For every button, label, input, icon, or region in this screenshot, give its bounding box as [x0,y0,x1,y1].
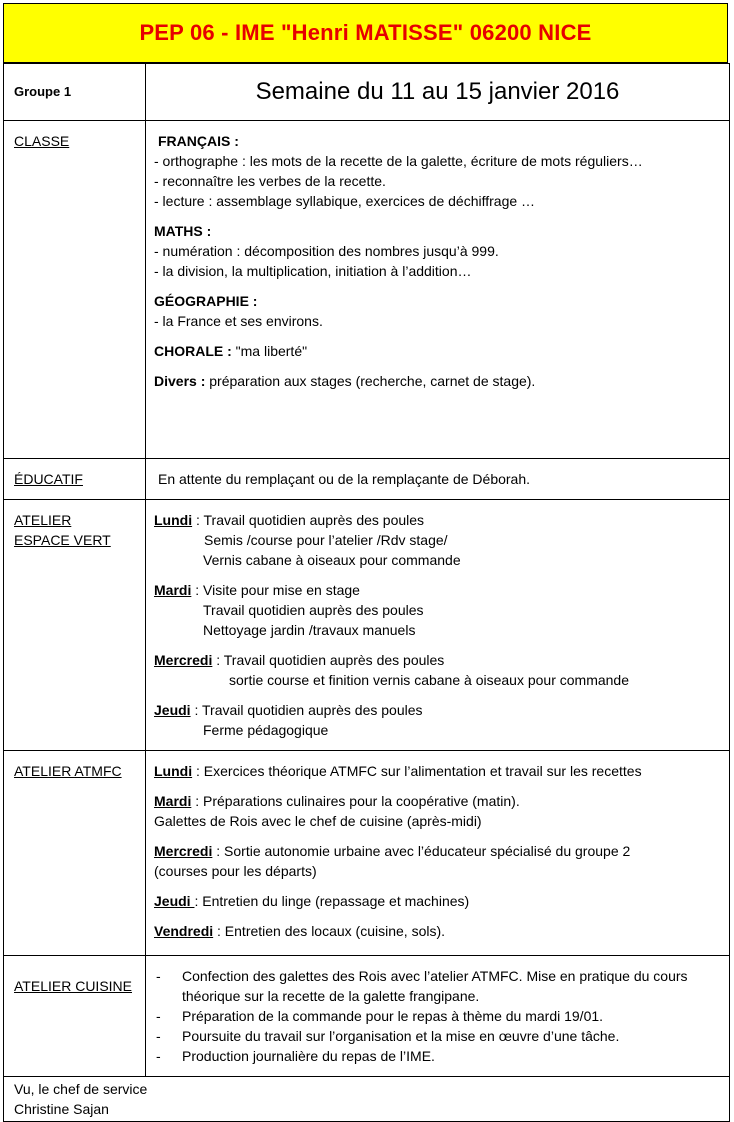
signature-cell [4,1077,730,1122]
classe-content [146,121,730,459]
cuisine-list [156,966,721,1066]
day-label: Mercredi [154,652,213,668]
espace-vert-label-cell [4,500,146,751]
week-title: Semaine du 11 au 15 janvier 2016 [146,64,730,121]
educatif-label: ÉDUCATIF [14,471,83,487]
day-label: Vendredi [154,923,214,939]
header-row [4,64,730,121]
educatif-label-cell [4,459,146,500]
cuisine-row [4,956,730,1077]
day-label: Jeudi [154,893,195,909]
signature-line-2: Christine Sajan [14,1101,109,1117]
geo-line: - la France et ses environs. [154,313,323,329]
cuisine-label-cell [4,956,146,1077]
day-text: : Entretien des locaux (cuisine, sols). [213,923,446,939]
day-text: : Sortie autonomie urbaine avec l’éducateur spécialisé du groupe 2 [212,843,631,859]
chorale-title: CHORALE : [154,343,232,359]
atmfc-content [146,751,730,956]
francais-line: - lecture : assemblage syllabique, exercices de déchiffrage … [154,193,536,209]
francais-title: FRANÇAIS : [158,133,239,149]
day-label: Lundi [154,763,193,779]
day-label: Jeudi [154,702,191,718]
classe-label-cell [4,121,146,459]
schedule-sheet [3,3,728,1122]
divers-line [154,371,729,391]
maths-title: MATHS : [154,223,212,239]
day-text: : Travail quotidien auprès des poules [212,652,445,668]
francais-line: - orthographe : les mots de la recette de la galette, écriture de mots réguliers… [154,153,643,169]
espace-vert-label-1: ATELIER [14,512,72,528]
divers-text: préparation aux stages (recherche, carnet de stage). [205,373,536,389]
day-text: : Travail quotidien auprès des poules [192,512,425,528]
task-line: Travail quotidien auprès des poules [203,602,424,618]
mardi-block [154,580,729,640]
classe-label: CLASSE [14,133,70,149]
group-label [4,64,146,121]
day-label: Mercredi [154,843,213,859]
day-label: Mardi [154,793,192,809]
mercredi-block [154,650,729,690]
atmfc-row [4,751,730,956]
atmfc-jeudi [154,891,729,911]
espace-vert-label-2: ESPACE VERT [14,532,111,548]
maths-line: - numération : décomposition des nombres jusqu’à 999. [154,243,499,259]
atmfc-label-cell [4,751,146,956]
espace-vert-content [146,500,730,751]
atmfc-lundi [154,761,729,781]
educatif-row [4,459,730,500]
day-text: : Visite pour mise en stage [191,582,360,598]
task-line: (courses pour les départs) [154,863,317,879]
lundi-block [154,510,729,570]
list-item-text: Poursuite du travail sur l’organisation et la mise en œuvre d’une tâche. [182,1028,620,1044]
atmfc-mercredi [154,841,729,881]
schedule-table [3,63,730,1122]
classe-row [4,121,730,459]
list-item: - Confection des galettes des Rois avec l’atelier ATMFC. Mise en pratique du cours théorique sur la recette de la galette frangipane. [156,966,721,1006]
day-text: : Préparations culinaires pour la coopérative (matin). [191,793,520,809]
espace-vert-row [4,500,730,751]
day-text: : Travail quotidien auprès des poules [190,702,423,718]
group-text: Groupe 1 [14,84,72,99]
francais-line: - reconnaître les verbes de la recette. [154,173,386,189]
task-line: Ferme pédagogique [203,722,329,738]
divers-title: Divers : [154,373,206,389]
day-text: : Entretien du linge (repassage et machines) [194,893,470,909]
list-item-text: Confection des galettes des Rois avec l’atelier ATMFC. Mise en pratique du cours théorique sur la recette de la galette frangipane. [182,968,688,1004]
list-item: - Poursuite du travail sur l’organisation et la mise en œuvre d’une tâche. [156,1028,620,1044]
geo-title: GÉOGRAPHIE : [154,293,258,309]
list-item: - Production journalière du repas de l’IME. [156,1048,435,1064]
task-line: Vernis cabane à oiseaux pour commande [203,552,461,568]
chorale-text: "ma liberté" [231,343,308,359]
list-item: - Préparation de la commande pour le repas à thème du mardi 19/01. [156,1008,604,1024]
signature-line-1: Vu, le chef de service [14,1081,148,1097]
educatif-text: En attente du remplaçant ou de la remplaçante de Déborah. [146,459,730,500]
atmfc-mardi [154,791,729,831]
task-line: Semis /course pour l’atelier /Rdv stage/ [204,532,448,548]
list-item-text: Production journalière du repas de l’IME. [182,1048,435,1064]
atmfc-label: ATELIER ATMFC [14,763,122,779]
document-title: PEP 06 - IME "Henri MATISSE" 06200 NICE [3,3,728,63]
task-line: Nettoyage jardin /travaux manuels [203,622,416,638]
list-item-text: Préparation de la commande pour le repas à thème du mardi 19/01. [182,1008,604,1024]
chorale-line [154,341,729,361]
cuisine-label: ATELIER CUISINE [14,978,132,994]
atmfc-vendredi [154,921,729,941]
cuisine-content [146,956,730,1077]
task-line: Galettes de Rois avec le chef de cuisine (après-midi) [154,813,482,829]
day-text: : Exercices théorique ATMFC sur l’alimentation et travail sur les recettes [192,763,642,779]
jeudi-block [154,700,729,740]
signature-row [4,1077,730,1122]
maths-line: - la division, la multiplication, initiation à l’addition… [154,263,472,279]
task-line: sortie course et finition vernis cabane à oiseaux pour commande [229,672,629,688]
day-label: Mardi [154,582,192,598]
day-label: Lundi [154,512,193,528]
